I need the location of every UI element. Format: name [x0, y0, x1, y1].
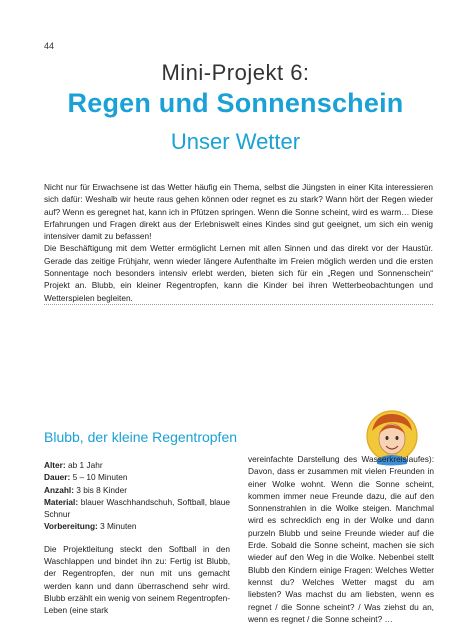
dotted-separator — [44, 304, 433, 305]
page-number: 44 — [44, 41, 55, 51]
detail-duration — [44, 471, 230, 483]
detail-label: Anzahl: — [44, 484, 74, 495]
detail-label: Vorbereitung: — [44, 521, 98, 532]
detail-material — [44, 496, 230, 521]
detail-value: ab 1 Jahr — [67, 460, 103, 470]
detail-value: 3 Minuten — [100, 521, 137, 532]
intro-paragraph-1: Nicht nur für Erwachsene ist das Wetter häufig ein Thema, selbst die Jüngsten in einer Kita interessieren sich dafür: Weshalb wir heute raus gehen können oder regnet es zu stark? Wann hört der Regen wieder auf? Wenn es geregnet hat, kann ich in Pfützen springen. Wenn die Sonne scheint, wird es warm… Diese Erfahrungen und Fragen direkt aus der Erlebniswelt eines Kindes sind gut geeignet, um sich ein wenig intensiver damit zu befassen! — [44, 182, 433, 242]
detail-label: Material: — [44, 496, 79, 507]
detail-count — [44, 484, 230, 496]
right-column — [248, 453, 434, 625]
spacer — [44, 533, 230, 543]
right-body-text: vereinfachte Darstellung des Wasserkreislaufes): Davon, dass er zusammen mit vielen Freunden in einer Wolke wohnt. Wenn die Sonne scheint, kommen immer neue Freunde dazu, die auf den Sonnenstrahlen in die Wolke steigen. Manchmal wird es schrecklich eng in der Wolke und dann purzeln Blubb und seine Freunde wieder auf die Erde. Sobald die Sonne scheint, machen sie sich wieder auf den Weg in die Wolke. Nebenbei stellt Blubb den Kindern einige Fragen: Welches Wetter kennst du? Welches Wetter magst du am liebsten? Was machst du am liebsten, wenn es regnet / die Sonne scheint? / Was ziehst du an, wenn es regnet / die Sonne scheint? … — [248, 454, 434, 624]
detail-value: 5 – 10 Minuten — [72, 472, 128, 483]
left-column — [44, 459, 230, 617]
intro-paragraph-2: Die Beschäftigung mit dem Wetter ermöglicht Lernen mit allen Sinnen und das direkt vor der Haustür. Gerade das zeitige Frühjahr, wenn wieder längere Aufenthalte im Freien möglich werden und die ersten Sonnentage noch besonders intensiv erlebt werden, bieten sich für ein „Regen und Sonnenschein“ Projekt an. Blubb, ein kleiner Regentropfen, kann die Kinder bei ihren Wetterbeobachtungen und Wetterspielen begleiten. — [44, 243, 433, 303]
detail-label: Dauer: — [44, 472, 71, 483]
main-title: Regen und Sonnenschein — [67, 88, 404, 118]
project-title: Mini-Projekt 6: — [161, 60, 310, 85]
intro-text — [44, 181, 433, 304]
detail-value: blauer Waschhandschuh, Softball, blaue Schnur — [44, 496, 230, 520]
section-heading: Blubb, der kleine Regentropfen — [44, 429, 238, 445]
subtitle: Unser Wetter — [170, 129, 301, 154]
left-body-text: Die Projektleitung steckt den Softball in den Waschlappen und bindet ihn zu: Fertig ist Blubb, der Regentropfen, der nun mit uns gemacht werden kann und dann überraschend sehr wird. Blubb erzählt ein wenig von seinem Regentropfen-Leben (eine stark — [44, 543, 230, 616]
detail-age — [44, 459, 230, 471]
detail-preparation — [44, 520, 230, 532]
detail-value: 3 bis 8 Kinder — [76, 484, 128, 495]
detail-label: Alter: — [44, 460, 66, 470]
